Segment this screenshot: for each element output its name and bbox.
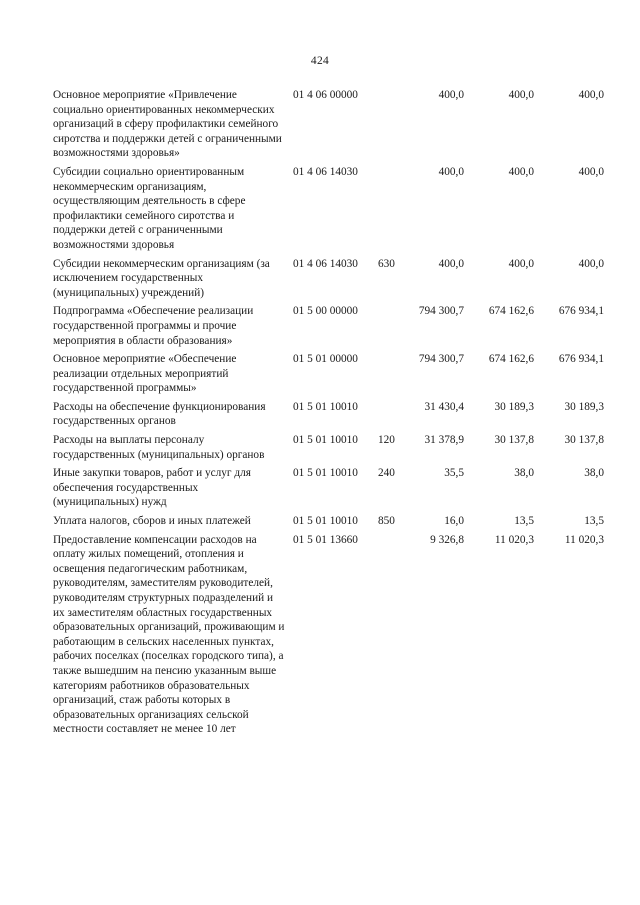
row-code: 01 5 00 00000 [293,305,358,318]
row-value-1: 400,0 [438,257,464,270]
row-value-2: 400,0 [508,257,534,270]
page-number: 424 [310,55,330,67]
row-value-2: 400,0 [508,89,534,101]
row-value-1: 16,0 [444,515,464,528]
table-row [0,352,640,396]
row-expense-type: 120 [378,434,395,447]
row-value-3: 400,0 [578,89,604,101]
table-row [0,304,640,348]
table-row [0,533,640,737]
row-value-1: 400,0 [438,165,464,178]
row-value-3: 30 137,8 [564,434,604,447]
row-value-3: 676 934,1 [558,353,604,366]
budget-table [0,88,640,741]
row-value-3: 400,0 [578,165,604,178]
row-code: 01 5 01 13660 [293,533,358,546]
row-code: 01 4 06 14030 [293,257,358,270]
row-value-1: 794 300,7 [418,353,464,366]
table-row [0,165,640,253]
row-name: Иные закупки товаров, работ и услуг для обеспечения государственных (муниципальных) нужд [53,467,251,509]
row-name: Расходы на выплаты персоналу государственных (муниципальных) органов [53,434,265,461]
table-row [0,88,640,161]
row-name: Субсидии социально ориентированным некоммерческим организациям, осуществляющим деятельность в сфере профилактики семейного сиротства и поддержки детей с ограниченными возможностями здоровья [53,165,246,251]
row-value-1: 31 378,9 [424,434,464,447]
row-value-2: 30 189,3 [494,400,534,413]
row-code: 01 5 01 10010 [293,434,358,447]
table-row [0,514,640,529]
table-row [0,257,640,301]
row-code: 01 5 01 10010 [293,467,358,480]
row-value-1: 9 326,8 [430,533,464,546]
row-name: Основное мероприятие «Обеспечение реализации отдельных мероприятий государственной программы» [53,353,237,395]
row-name: Основное мероприятие «Привлечение социально ориентированных некоммерческих организаций в сферу профилактики семейного сиротства и поддержки детей с ограниченными возможностями здоровья» [53,89,282,160]
row-value-2: 11 020,3 [494,533,534,546]
table-row [0,433,640,462]
row-expense-type: 630 [378,257,395,270]
row-expense-type: 240 [378,467,395,480]
row-value-3: 38,0 [584,467,604,480]
row-value-3: 11 020,3 [564,533,604,546]
row-code: 01 5 01 10010 [293,515,358,528]
row-code: 01 4 06 14030 [293,165,358,178]
row-code: 01 4 06 00000 [293,89,358,101]
table-row [0,400,640,429]
row-name: Подпрограмма «Обеспечение реализации государственной программы и прочие мероприятия в области образования» [53,305,254,347]
row-value-1: 400,0 [438,89,464,101]
row-expense-type: 850 [378,515,395,528]
row-value-2: 674 162,6 [488,305,534,318]
row-value-3: 400,0 [578,257,604,270]
row-value-3: 676 934,1 [558,305,604,318]
row-name: Расходы на обеспечение функционирования государственных органов [53,400,266,428]
row-value-1: 794 300,7 [418,305,464,318]
row-code: 01 5 01 10010 [293,400,358,413]
row-value-1: 35,5 [444,467,464,480]
row-value-2: 30 137,8 [494,434,534,447]
row-code: 01 5 01 00000 [293,353,358,366]
row-name: Предоставление компенсации расходов на оплату жилых помещений, отопления и освещения педагогическим работникам, руководителям, заместителям руководителей, руководителям структурных подразделений и их заместителям областных государственных образовательных организаций, проживающим и работающим в сельских населенных пунктах, рабочих поселках (поселках городского типа), а также вышедшим на пенсию указанным выше категориям работников образовательных организаций, стаж работы которых в образовательных организациях сельской местности составляет не менее 10 лет [53,533,285,736]
row-value-3: 30 189,3 [564,400,604,413]
row-value-2: 38,0 [514,467,534,480]
row-value-2: 674 162,6 [488,353,534,366]
row-name: Субсидии некоммерческим организациям (за исключением государственных (муниципальных) учреждений) [53,257,270,299]
row-value-2: 400,0 [508,165,534,178]
row-name: Уплата налогов, сборов и иных платежей [53,515,251,528]
table-row [0,466,640,510]
row-value-1: 31 430,4 [424,400,464,413]
row-value-3: 13,5 [584,515,604,528]
row-value-2: 13,5 [514,515,534,528]
